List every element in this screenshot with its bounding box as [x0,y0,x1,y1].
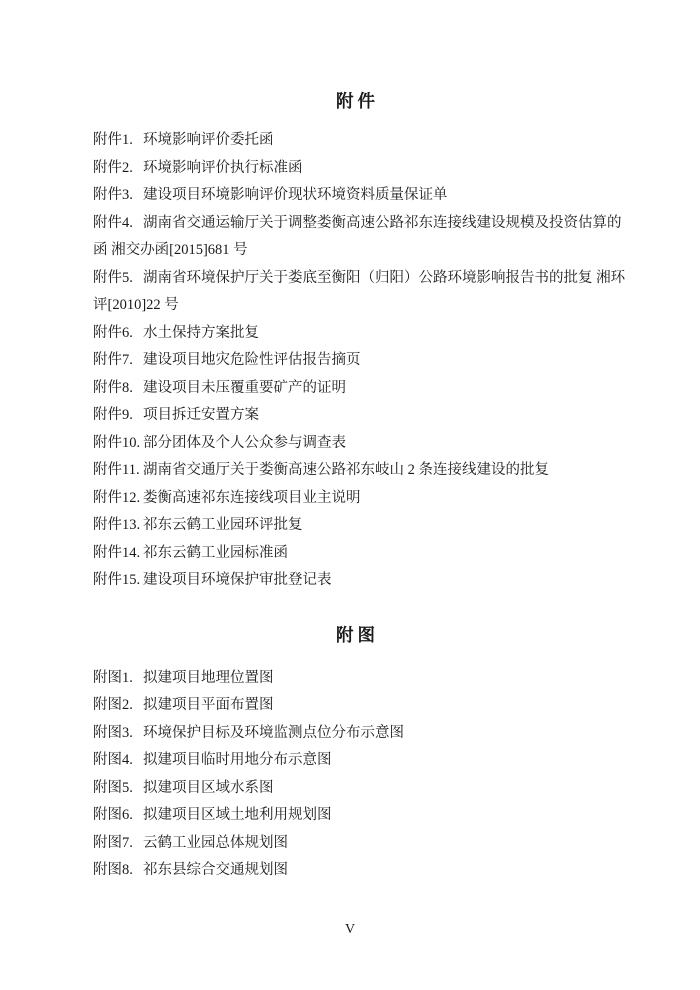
item-text: 湖南省交通运输厅关于调整娄衡高速公路祁东连接线建设规模及投资估算的 [143,214,622,231]
item-label: 附件15. [93,572,141,588]
item-text: 部分团体及个人公众参与调查表 [143,434,346,451]
item-text: 建设项目环境影响评价现状环境资料质量保证单 [143,187,448,203]
item-label: 附件8. [93,379,133,396]
attachment-item [93,430,622,458]
attachment-item [93,155,622,183]
figure-item [93,747,622,775]
item-text: 拟建项目区域水系图 [143,779,274,796]
item-text: 拟建项目区域土地利用规划图 [143,807,332,823]
item-label: 附图8. [93,862,133,878]
item-label: 附件9. [93,407,133,423]
attachments-section-title: 附件 [336,91,379,111]
item-label: 附件4. [93,214,133,231]
attachment-item [93,485,622,513]
item-label: 附件12. [93,489,141,506]
attachment-item [93,457,622,485]
item-text: 祁东云鹤工业园标准函 [143,544,288,561]
attachment-item [93,127,622,155]
item-text: 云鹤工业园总体规划图 [143,834,288,851]
attachment-item [93,402,622,430]
figure-item [93,775,622,803]
item-label: 附图2. [93,697,133,713]
item-text: 拟建项目平面布置图 [143,697,274,713]
item-text: 建设项目地灾危险性评估报告摘页 [143,352,361,368]
figures-list [93,665,622,885]
item-text: 拟建项目临时用地分布示意图 [143,752,332,768]
attachment-item [93,210,622,265]
item-label: 附件10. [93,434,141,451]
item-text: 水土保持方案批复 [143,324,259,341]
item-text: 娄衡高速祁东连接线项目业主说明 [143,489,361,506]
item-text: 祁东云鹤工业园环评批复 [143,517,303,533]
item-label: 附图6. [93,807,133,823]
item-text: 环境影响评价委托函 [143,132,274,148]
item-text: 环境保护目标及环境监测点位分布示意图 [143,724,404,741]
item-label: 附件7. [93,352,133,368]
item-label: 附件11. [93,462,140,478]
attachment-item [93,567,622,595]
attachment-item [93,265,626,320]
item-label: 附件1. [93,132,133,148]
item-text-continued: 函 湘交办函[2015]681 号 [93,242,248,258]
figure-item [93,802,622,830]
item-text: 建设项目环境保护审批登记表 [143,572,332,588]
item-text: 祁东县综合交通规划图 [143,862,288,878]
item-label: 附图4. [93,752,133,768]
figure-item [93,665,622,693]
item-label: 附件3. [93,187,133,203]
item-text: 建设项目未压覆重要矿产的证明 [143,379,346,396]
item-label: 附图7. [93,834,133,851]
item-label: 附图3. [93,724,133,741]
attachment-item [93,347,622,375]
item-text: 湖南省环境保护厅关于娄底至衡阳（归阳）公路环境影响报告书的批复 湘环 [143,269,626,286]
item-text: 项目拆迁安置方案 [143,407,259,423]
item-text: 环境影响评价执行标准函 [143,159,303,176]
figure-item [93,720,622,748]
item-label: 附件2. [93,159,133,176]
figure-item [93,857,622,885]
attachment-item [93,182,622,210]
figure-item [93,692,622,720]
page-number: V [344,922,356,937]
figure-item [93,830,622,858]
item-text: 湖南省交通厅关于娄衡高速公路祁东岐山 2 条连接线建设的批复 [143,462,549,478]
item-text: 拟建项目地理位置图 [143,669,274,686]
item-label: 附图1. [93,669,133,686]
item-label: 附件13. [93,517,141,533]
attachments-list [93,127,626,595]
attachment-item [93,375,622,403]
item-label: 附件6. [93,324,133,341]
figures-section-title: 附图 [336,624,379,645]
item-label: 附件14. [93,544,141,561]
item-label: 附图5. [93,779,133,796]
attachment-item [93,320,622,348]
item-label: 附件5. [93,269,133,286]
attachment-item [93,512,622,540]
item-text-continued: 评[2010]22 号 [93,297,179,313]
attachment-item [93,540,622,568]
